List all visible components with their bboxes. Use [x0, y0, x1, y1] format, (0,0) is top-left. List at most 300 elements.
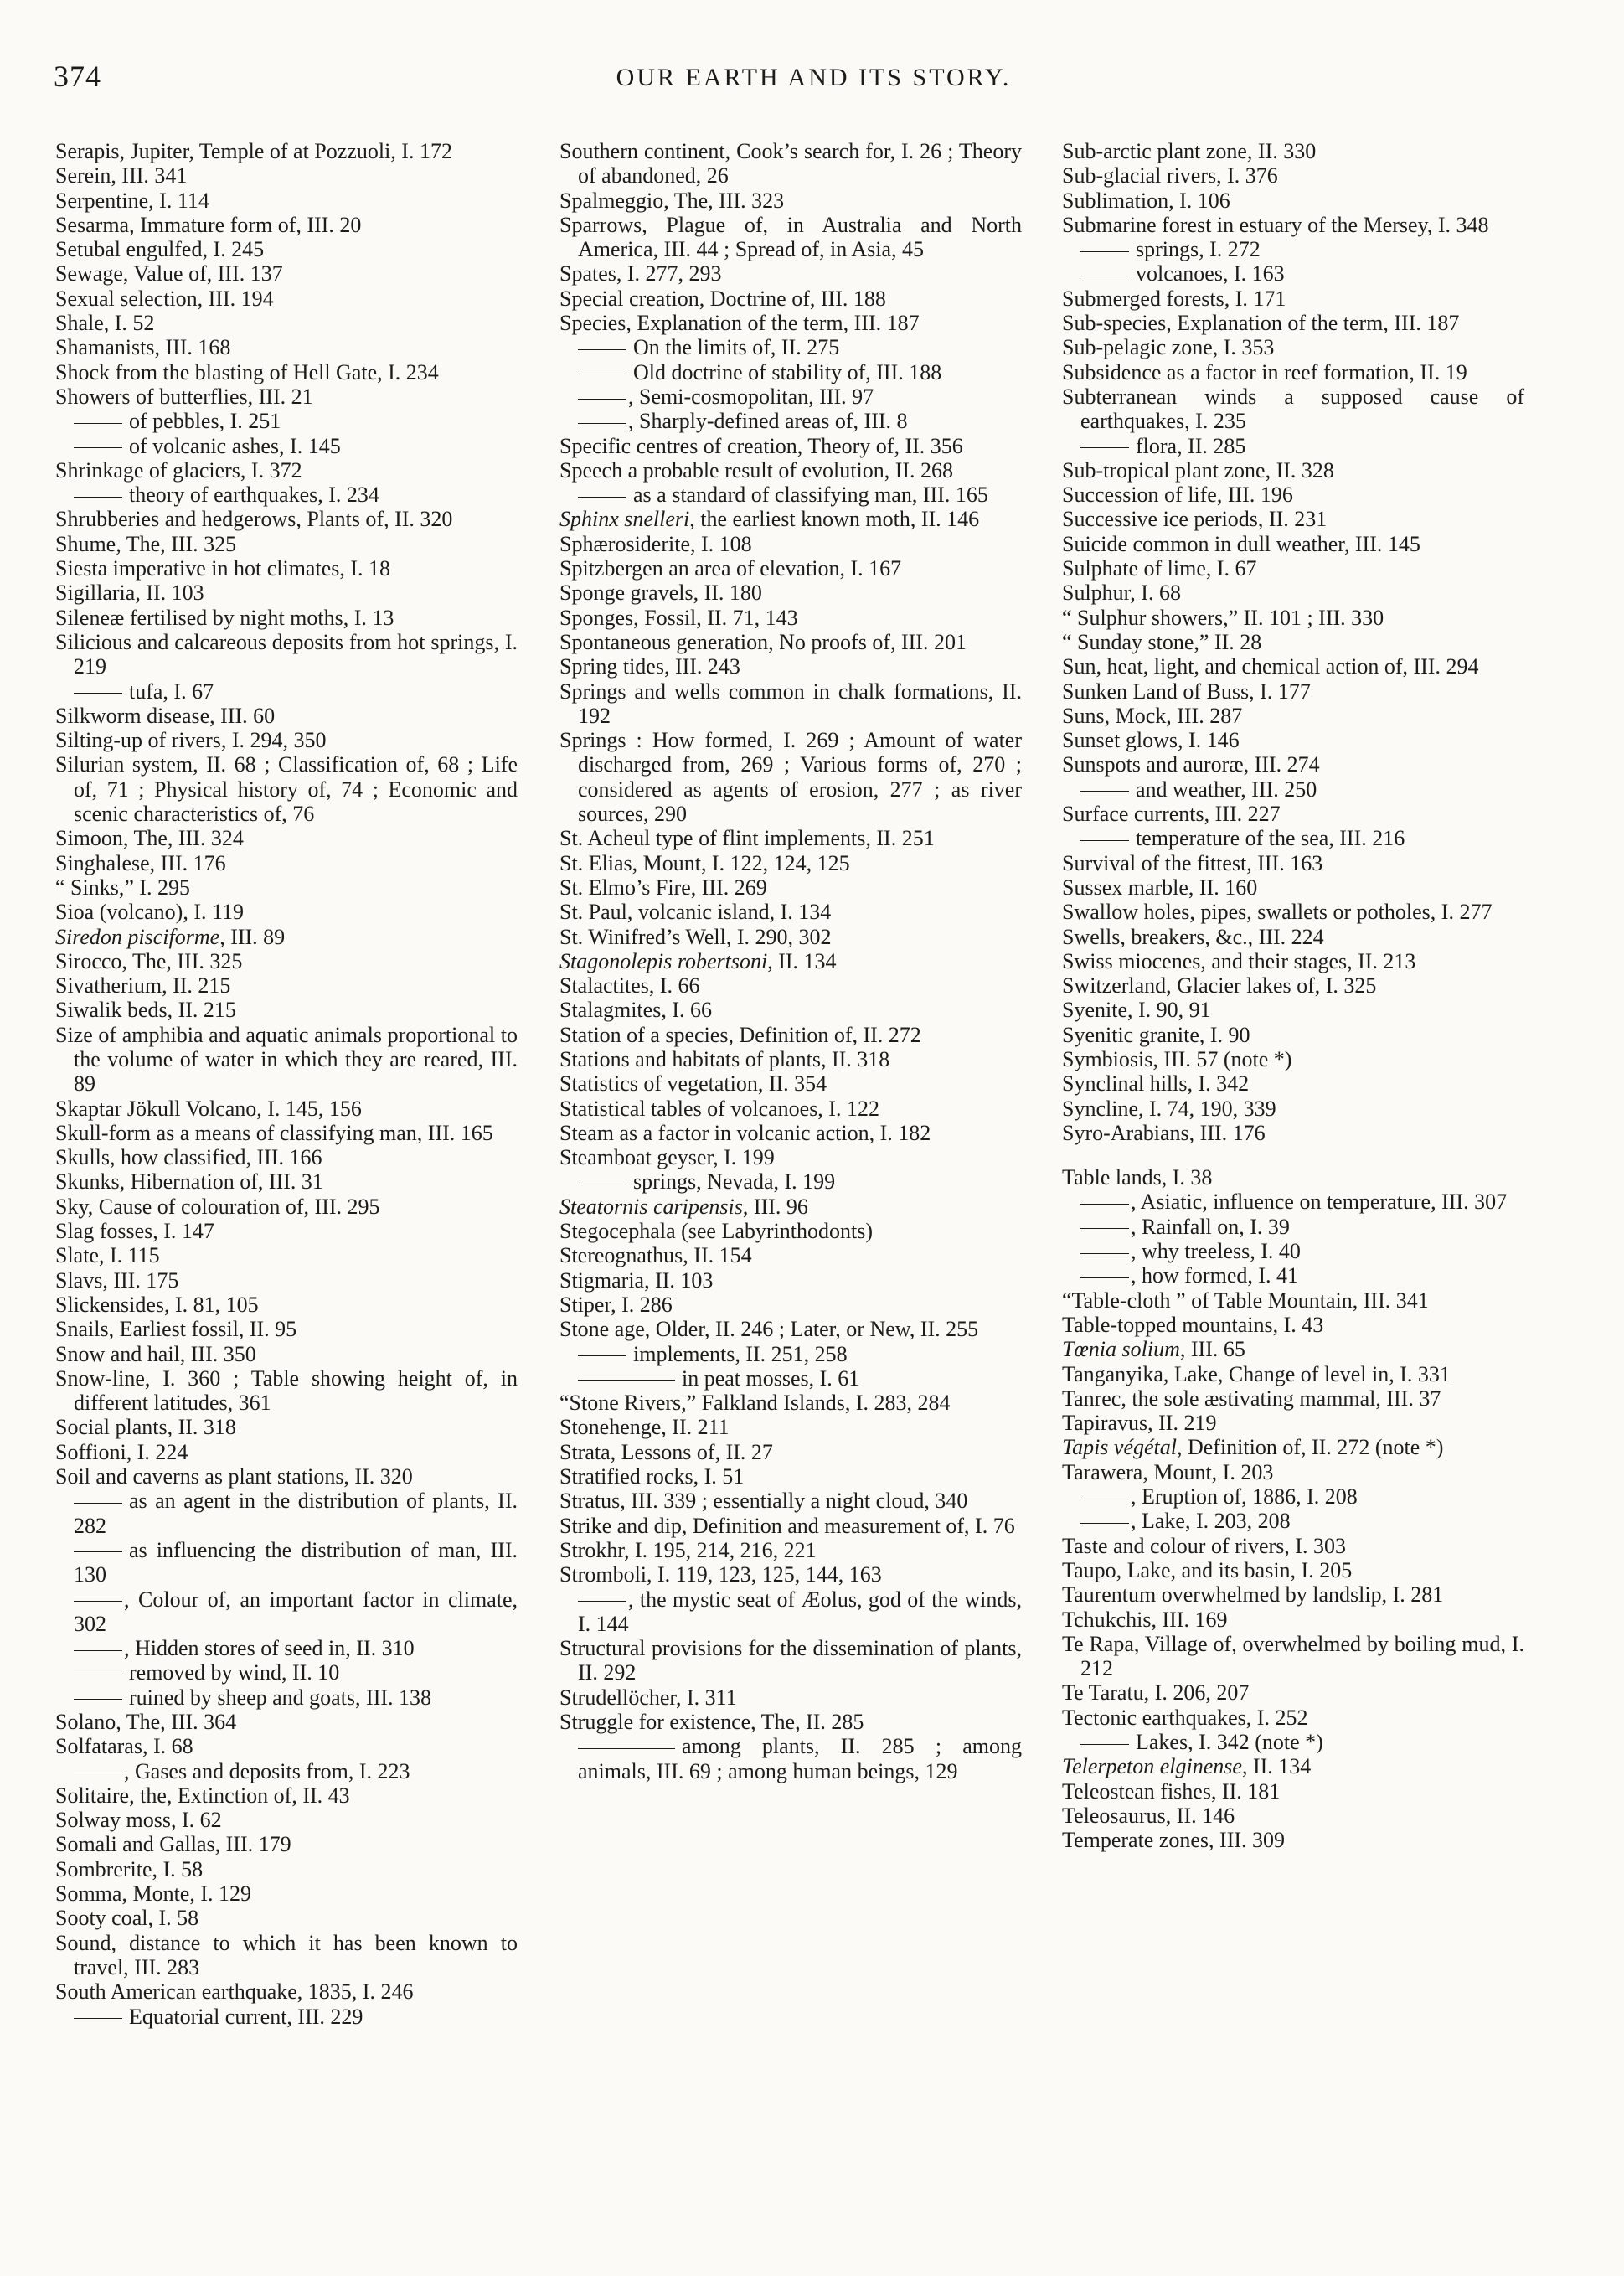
index-entry	[1062, 654, 1524, 679]
index-entry	[55, 1881, 518, 1906]
index-entry-text: Sioa (volcano), I. 119	[55, 900, 245, 925]
index-entry-text: Strata, Lessons of, II. 27	[559, 1439, 773, 1464]
ditto-dash	[74, 1551, 122, 1552]
index-entry-text: Submarine forest in estuary of the Mersey, I. 348	[1062, 212, 1489, 237]
index-entry-text: Spates, I. 277, 293	[559, 261, 722, 286]
index-entry	[559, 1317, 1022, 1341]
index-entry-text: Tchukchis, III. 169	[1062, 1607, 1228, 1632]
index-entry-text: Sulphate of lime, I. 67	[1062, 556, 1257, 581]
index-entry	[1062, 1411, 1524, 1435]
index-entry-text: Siredon pisciforme, III. 89	[55, 924, 286, 949]
index-entry-text: Sound, distance to which it has been known to travel, III. 283	[55, 1930, 518, 1979]
index-entry	[55, 1538, 518, 1587]
index-entry	[1062, 581, 1524, 605]
index-entry-text: Statistical tables of volcanoes, I. 122	[559, 1096, 879, 1121]
index-entry	[559, 286, 1022, 311]
index-entry-text: Sphærosiderite, I. 108	[559, 531, 752, 556]
index-entry	[1062, 1047, 1524, 1071]
index-entry-text: Symbiosis, III. 57 (note *)	[1062, 1046, 1292, 1071]
index-entry-text: Stratified rocks, I. 51	[559, 1464, 745, 1489]
index-entry-text: Skunks, Hibernation of, III. 31	[55, 1169, 323, 1195]
index-entry-text: in peat mosses, I. 61	[682, 1365, 860, 1391]
index-entry-text: Siesta imperative in hot climates, I. 18	[55, 556, 391, 581]
index-entry	[559, 1169, 1022, 1194]
index-entry-text: Station of a species, Definition of, II. 272	[559, 1022, 921, 1047]
index-entry	[55, 1587, 518, 1637]
index-entry	[559, 1366, 1022, 1391]
index-entry-text: volcanoes, I. 163	[1136, 261, 1285, 286]
index-entry-text: Subsidence as a factor in reef formation, II. 19	[1062, 359, 1467, 384]
ditto-comma: ,	[1131, 1509, 1142, 1534]
index-entry	[559, 679, 1022, 729]
index-entry-text: Rainfall on, I. 39	[1142, 1214, 1290, 1239]
index-column-1	[55, 139, 518, 2029]
index-entry	[559, 434, 1022, 458]
index-entry-text: theory of earthquakes, I. 234	[129, 483, 379, 508]
index-entry	[559, 973, 1022, 998]
index-entry-text: “Table-cloth ” of Table Mountain, III. 341	[1062, 1288, 1429, 1313]
index-entry	[559, 409, 1022, 433]
index-entry	[1062, 1071, 1524, 1096]
index-entry	[55, 2005, 518, 2029]
index-entry	[55, 409, 518, 433]
index-entry	[559, 1710, 1022, 1734]
index-entry	[559, 1195, 1022, 1219]
index-entry-text: Stratus, III. 339 ; essentially a night cloud, 340	[559, 1489, 968, 1514]
index-entry-text: Sirocco, The, III. 325	[55, 948, 243, 973]
index-entry	[1062, 237, 1524, 261]
index-entry-text: Sivatherium, II. 215	[55, 973, 231, 999]
index-entry	[559, 1145, 1022, 1169]
index-entry	[1062, 973, 1524, 998]
index-entry-text: Stone age, Older, II. 246 ; Later, or New, II. 255	[559, 1317, 979, 1342]
ditto-dash	[578, 1380, 675, 1381]
index-entry	[55, 286, 518, 311]
index-entry-text: Special creation, Doctrine of, III. 188	[559, 286, 886, 311]
index-entry-text: Snow and hail, III. 350	[55, 1341, 256, 1366]
index-entry-text: implements, II. 251, 258	[633, 1341, 848, 1366]
index-entry	[55, 1097, 518, 1121]
index-entry	[1062, 483, 1524, 507]
index-entry	[559, 1562, 1022, 1587]
index-entry	[559, 360, 1022, 384]
ditto-dash	[1080, 1253, 1129, 1254]
index-entry	[55, 139, 518, 163]
index-entry	[1062, 998, 1524, 1022]
index-column-2	[559, 139, 1022, 1783]
index-entry-text: springs, I. 272	[1136, 237, 1261, 262]
index-entry-text: Sombrerite, I. 58	[55, 1856, 204, 1881]
index-entry-text: Skull-form as a means of classifying man, III. 165	[55, 1120, 493, 1145]
index-entry-text: Sexual selection, III. 194	[55, 286, 274, 311]
index-entry	[1062, 139, 1524, 163]
index-entry	[55, 949, 518, 973]
index-entry-text: Siwalik beds, II. 215	[55, 998, 236, 1023]
index-entry-text: Soffioni, I. 224	[55, 1439, 188, 1464]
index-entry-text: Structural provisions for the dissemination of plants, II. 292	[559, 1636, 1022, 1685]
index-entry-text: Sub-species, Explanation of the term, III. 187	[1062, 311, 1460, 336]
index-entry-text: Snails, Earliest fossil, II. 95	[55, 1317, 297, 1342]
index-entry	[559, 1415, 1022, 1439]
index-entry-text: Tectonic earthquakes, I. 252	[1062, 1705, 1308, 1730]
index-entry	[55, 630, 518, 679]
index-entry-text: St. Elias, Mount, I. 122, 124, 125	[559, 850, 850, 875]
index-entry-text: Specific centres of creation, Theory of, II. 356	[559, 433, 963, 458]
ditto-dash	[578, 1355, 626, 1356]
index-entry	[1062, 261, 1524, 286]
index-entry	[55, 704, 518, 728]
index-entry	[559, 335, 1022, 359]
index-entry-text: Skaptar Jökull Volcano, I. 145, 156	[55, 1096, 362, 1121]
index-entry	[1062, 704, 1524, 728]
index-entry	[559, 900, 1022, 924]
index-entry-text: Spring tides, III. 243	[559, 654, 740, 679]
index-entry-text: Shale, I. 52	[55, 311, 155, 336]
index-entry	[1062, 532, 1524, 556]
index-entry	[559, 728, 1022, 826]
index-entry	[55, 1489, 518, 1538]
index-entry-text: South American earthquake, 1835, I. 246	[55, 1979, 414, 2005]
index-entry-text: Slavs, III. 175	[55, 1267, 179, 1293]
index-entry-text: of volcanic ashes, I. 145	[129, 433, 341, 458]
index-entry	[559, 630, 1022, 654]
ditto-dash	[1080, 1277, 1129, 1278]
index-entry	[55, 1219, 518, 1243]
index-entry	[55, 998, 518, 1022]
index-entry-text: Stegocephala (see Labyrinthodonts)	[559, 1219, 873, 1244]
index-entry	[55, 1415, 518, 1439]
index-entry-text: Slag fosses, I. 147	[55, 1219, 214, 1244]
index-entry-text: Strudellöcher, I. 311	[559, 1685, 737, 1710]
index-entry-text: Singhalese, III. 176	[55, 850, 226, 875]
index-entry-text: Te Rapa, Village of, overwhelmed by boiling mud, I. 212	[1062, 1631, 1524, 1681]
index-entry-text: Surface currents, III. 227	[1062, 802, 1281, 827]
index-entry	[55, 1243, 518, 1267]
index-entry-text: Species, Explanation of the term, III. 187	[559, 311, 920, 336]
index-entry-text: Equatorial current, III. 229	[129, 2004, 363, 2029]
index-entry-text: Hidden stores of seed in, II. 310	[135, 1636, 415, 1661]
index-entry	[1062, 1754, 1524, 1778]
index-entry-text: Stiper, I. 286	[559, 1292, 673, 1317]
ditto-comma: ,	[124, 1636, 135, 1661]
index-entry-text: Asiatic, influence on temperature, III. 307	[1140, 1190, 1508, 1215]
index-entry-text: Syro-Arabians, III. 176	[1062, 1120, 1266, 1145]
ditto-comma: ,	[1131, 1214, 1142, 1239]
index-entry-text: Taste and colour of rivers, I. 303	[1062, 1533, 1346, 1558]
index-entry	[55, 752, 518, 826]
index-entry	[559, 581, 1022, 605]
index-entry	[559, 1293, 1022, 1317]
index-entry	[559, 261, 1022, 286]
index-entry-text: Subterranean winds a supposed cause of earthquakes, I. 235	[1062, 384, 1524, 434]
index-entry	[559, 188, 1022, 213]
index-entry	[559, 458, 1022, 483]
ditto-dash	[578, 349, 626, 350]
ditto-dash	[1080, 791, 1129, 792]
index-entry-text: Sussex marble, II. 160	[1062, 875, 1258, 900]
index-entry-text: Sunken Land of Buss, I. 177	[1062, 679, 1311, 704]
ditto-dash	[74, 1699, 122, 1700]
index-entry-text: Steatornis caripensis, III. 96	[559, 1194, 808, 1219]
index-entry	[55, 1710, 518, 1734]
index-entry	[559, 1268, 1022, 1293]
index-entry-text: Serpentine, I. 114	[55, 188, 209, 213]
index-entry-text: Slickensides, I. 81, 105	[55, 1292, 259, 1317]
index-entry	[1062, 556, 1524, 581]
index-entry-text: Spalmeggio, The, III. 323	[559, 188, 785, 213]
index-entry	[55, 458, 518, 483]
ditto-comma: ,	[1131, 1263, 1142, 1288]
index-entry-text: Stromboli, I. 119, 123, 125, 144, 163	[559, 1562, 882, 1587]
page-number: 374	[54, 59, 101, 93]
index-entry	[55, 1979, 518, 2004]
index-entry-text: Sun, heat, light, and chemical action of, III. 294	[1062, 654, 1479, 679]
index-entry-text: Sub-pelagic zone, I. 353	[1062, 335, 1275, 360]
index-entry-text: Lakes, I. 342 (note *)	[1136, 1730, 1323, 1754]
index-entry	[1062, 851, 1524, 875]
index-entry-text: Stations and habitats of plants, II. 318	[559, 1046, 890, 1071]
index-entry	[55, 1808, 518, 1832]
index-entry	[55, 1317, 518, 1341]
index-entry	[55, 1342, 518, 1366]
index-entry	[1062, 163, 1524, 188]
index-entry-text: Sparrows, Plague of, in Australia and North America, III. 44 ; Spread of, in Asia, 45	[559, 212, 1022, 262]
index-entry-text: Teleostean fishes, II. 181	[1062, 1778, 1281, 1804]
index-entry-text: Sub-glacial rivers, I. 376	[1062, 163, 1278, 188]
index-entry-text: Statistics of vegetation, II. 354	[559, 1071, 827, 1097]
index-entry	[1062, 1632, 1524, 1681]
index-entry	[1062, 826, 1524, 850]
index-entry-text: Sulphur, I. 68	[1062, 581, 1181, 606]
index-entry-text: Solitaire, the, Extinction of, II. 43	[55, 1783, 350, 1808]
index-entry	[1062, 802, 1524, 826]
ditto-dash	[578, 1601, 626, 1602]
index-entry-text: Sky, Cause of colouration of, III. 295	[55, 1194, 380, 1219]
index-entry-text: Silkworm disease, III. 60	[55, 703, 276, 728]
index-entry	[559, 1636, 1022, 1685]
index-entry-text: Steamboat geyser, I. 199	[559, 1145, 775, 1170]
index-entry-text: St. Winifred’s Well, I. 290, 302	[559, 924, 832, 949]
index-entry	[559, 949, 1022, 973]
index-entry	[55, 826, 518, 850]
index-entry-text: Colour of, an important factor in climate, 302	[74, 1587, 518, 1636]
index-entry	[559, 1243, 1022, 1267]
index-entry	[559, 1514, 1022, 1538]
ditto-dash	[74, 447, 122, 448]
index-entry	[1062, 1534, 1524, 1558]
index-entry-text: Sphinx snelleri, the earliest known moth, II. 146	[559, 507, 980, 532]
index-entry-text: Taupo, Lake, and its basin, I. 205	[1062, 1557, 1353, 1582]
ditto-dash	[1080, 1228, 1129, 1229]
index-entry-text: why treeless, I. 40	[1142, 1239, 1301, 1264]
index-entry-text: St. Paul, volcanic island, I. 134	[559, 900, 832, 925]
index-entry-text: Stigmaria, II. 103	[559, 1267, 714, 1293]
index-entry	[55, 1660, 518, 1685]
index-entry	[559, 139, 1022, 188]
index-entry-text: “Stone Rivers,” Falkland Islands, I. 283, 284	[559, 1391, 951, 1416]
index-entry	[55, 1464, 518, 1489]
index-entry-text: Synclinal hills, I. 342	[1062, 1071, 1250, 1097]
index-entry	[1062, 384, 1524, 434]
index-entry	[559, 606, 1022, 630]
index-entry-text: Eruption of, 1886, I. 208	[1142, 1484, 1358, 1510]
index-entry	[55, 483, 518, 507]
index-entry	[55, 532, 518, 556]
ditto-dash	[578, 399, 626, 400]
index-entry	[1062, 360, 1524, 384]
index-entry-text: Successive ice periods, II. 231	[1062, 507, 1328, 532]
index-entry-text: Sublimation, I. 106	[1062, 188, 1230, 213]
ditto-dash	[1080, 840, 1129, 841]
index-entry-text: Sooty coal, I. 58	[55, 1906, 199, 1931]
index-entry	[55, 1857, 518, 1881]
index-entry-text: Spontaneous generation, No proofs of, III. 201	[559, 629, 967, 654]
index-entry-text: Soil and caverns as plant stations, II. 320	[55, 1464, 413, 1489]
index-entry-text: Sub-arctic plant zone, II. 330	[1062, 139, 1317, 163]
ditto-comma: ,	[628, 409, 639, 434]
index-entry	[55, 163, 518, 188]
index-entry-text: Sunset glows, I. 146	[1062, 728, 1240, 753]
index-entry	[1062, 1484, 1524, 1509]
index-entry-text: Sunspots and auroræ, III. 274	[1062, 752, 1320, 777]
index-entry	[559, 1097, 1022, 1121]
index-entry	[55, 1931, 518, 1980]
index-entry	[55, 213, 518, 237]
index-entry-text: Southern continent, Cook’s search for, I. 26 ; Theory of abandoned, 26	[559, 139, 1022, 188]
index-entry-text: Speech a probable result of evolution, II. 268	[559, 457, 954, 483]
index-entry-text: “ Sinks,” I. 295	[55, 875, 191, 900]
index-entry	[1062, 1288, 1524, 1313]
index-entry	[559, 1121, 1022, 1145]
index-entry	[1062, 1509, 1524, 1533]
index-entry-text: Sub-tropical plant zone, II. 328	[1062, 457, 1334, 483]
index-entry	[1062, 752, 1524, 777]
index-entry	[55, 1195, 518, 1219]
index-entry-text: Stalagmites, I. 66	[559, 998, 712, 1023]
index-entry-text: Tœnia solium, III. 65	[1062, 1337, 1245, 1362]
index-entry	[559, 1342, 1022, 1366]
index-entry	[559, 1023, 1022, 1047]
index-entry	[55, 679, 518, 704]
index-entry	[1062, 1165, 1524, 1190]
index-entry	[1062, 777, 1524, 802]
index-entry	[55, 1440, 518, 1464]
index-entry	[1062, 1313, 1524, 1337]
index-entry	[559, 998, 1022, 1022]
index-entry-text: tufa, I. 67	[129, 679, 214, 704]
index-entry	[1062, 1337, 1524, 1361]
index-entry	[55, 1121, 518, 1145]
index-entry-text: Sesarma, Immature form of, III. 20	[55, 212, 362, 237]
index-entry-text: among plants, II. 285 ; among animals, III. 69 ; among human beings, 129	[578, 1734, 1022, 1783]
index-entry-text: as a standard of classifying man, III. 165	[633, 483, 988, 508]
index-entry-text: Somma, Monte, I. 129	[55, 1881, 251, 1907]
index-entry	[55, 434, 518, 458]
index-entry	[55, 925, 518, 949]
index-entry	[1062, 1804, 1524, 1828]
index-entry-text: Sileneæ fertilised by night moths, I. 13	[55, 605, 394, 630]
index-entry	[55, 1145, 518, 1169]
ditto-comma: ,	[1131, 1484, 1142, 1510]
index-entry	[55, 360, 518, 384]
index-entry	[55, 1366, 518, 1416]
index-entry	[559, 384, 1022, 409]
index-entry-text: Swiss miocenes, and their stages, II. 213	[1062, 948, 1416, 973]
ditto-comma: ,	[1131, 1239, 1142, 1264]
index-entry	[55, 1169, 518, 1194]
index-entry-text: Syncline, I. 74, 190, 339	[1062, 1096, 1276, 1121]
running-title: OUR EARTH AND ITS STORY.	[616, 64, 1012, 91]
ditto-dash	[1080, 1523, 1129, 1524]
index-entry	[1062, 630, 1524, 654]
index-entry	[55, 581, 518, 605]
index-entry	[1062, 1121, 1524, 1145]
index-entry	[559, 1685, 1022, 1710]
ditto-comma: ,	[628, 1587, 640, 1612]
index-entry	[559, 532, 1022, 556]
index-entry-text: Springs : How formed, I. 269 ; Amount of water discharged from, 269 ; Various forms of, 270 ; considered as agents of erosion, 277 ; as river sources, 290	[559, 728, 1022, 827]
index-entry-text: Strokhr, I. 195, 214, 216, 221	[559, 1537, 817, 1562]
index-entry-text: Silting-up of rivers, I. 294, 350	[55, 728, 327, 753]
index-entry	[55, 237, 518, 261]
index-entry	[559, 1489, 1022, 1513]
index-entry	[55, 875, 518, 900]
index-entry	[559, 654, 1022, 679]
ditto-dash	[74, 693, 122, 694]
index-entry-text: Tanganyika, Lake, Change of level in, I. 331	[1062, 1361, 1451, 1386]
index-entry	[559, 1219, 1022, 1243]
index-entry	[1062, 1608, 1524, 1632]
index-entry	[559, 1464, 1022, 1489]
index-entry	[55, 1268, 518, 1293]
index-entry-text: Shume, The, III. 325	[55, 531, 237, 556]
index-entry-text: Silurian system, II. 68 ; Classification of, 68 ; Life of, 71 ; Physical history of, 74 ; Economic and scenic characteristics of, 76	[55, 752, 518, 827]
index-entry-text: Sponge gravels, II. 180	[559, 581, 762, 606]
index-entry-text: Succession of life, III. 196	[1062, 483, 1293, 508]
index-entry-text: Spitzbergen an area of elevation, I. 167	[559, 556, 902, 581]
index-entry	[1062, 1828, 1524, 1852]
index-entry-text: Lake, I. 203, 208	[1142, 1509, 1291, 1534]
index-entry-text: Switzerland, Glacier lakes of, I. 325	[1062, 973, 1377, 999]
index-entry	[55, 1832, 518, 1856]
index-entry	[1062, 213, 1524, 237]
index-entry-text: Stereognathus, II. 154	[559, 1243, 752, 1268]
index-entry-text: Sharply-defined areas of, III. 8	[639, 409, 908, 434]
index-entry	[1062, 458, 1524, 483]
ditto-dash	[74, 1601, 122, 1602]
ditto-comma: ,	[124, 1758, 135, 1783]
index-entry	[1062, 311, 1524, 335]
index-entry	[55, 556, 518, 581]
index-entry	[55, 1906, 518, 1930]
ditto-dash	[1080, 447, 1129, 448]
index-entry	[1062, 1706, 1524, 1730]
index-entry	[559, 925, 1022, 949]
index-entry-text: Shrinkage of glaciers, I. 372	[55, 457, 302, 483]
ditto-dash	[1080, 1744, 1129, 1745]
index-entry	[55, 1685, 518, 1710]
index-entry-text: Sewage, Value of, III. 137	[55, 261, 283, 286]
index-entry	[559, 507, 1022, 531]
ditto-dash	[578, 423, 626, 424]
index-entry-text: Tapis végétal, Definition of, II. 272 (note *)	[1062, 1435, 1444, 1460]
index-entry	[1062, 335, 1524, 359]
index-entry-text: Slate, I. 115	[55, 1243, 160, 1268]
index-entry-text: removed by wind, II. 10	[129, 1660, 340, 1685]
index-entry-text: as an agent in the distribution of plants, II. 282	[74, 1489, 518, 1538]
ditto-dash	[74, 497, 122, 498]
index-entry	[559, 1047, 1022, 1071]
